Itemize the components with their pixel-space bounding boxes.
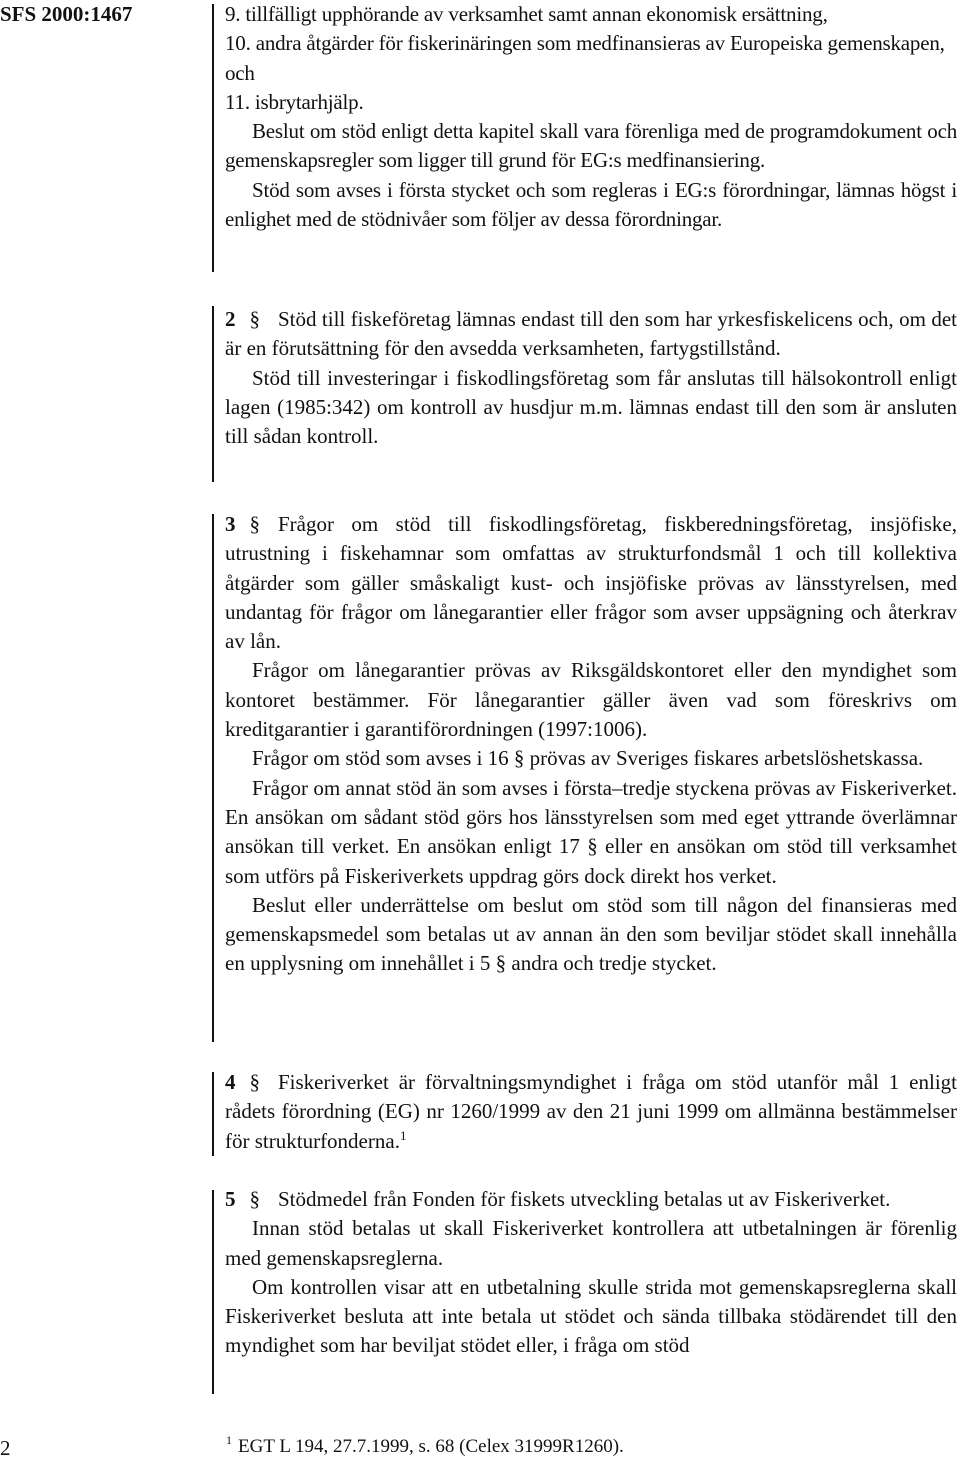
footnote-text: EGT L 194, 27.7.1999, s. 68 (Celex 31999R1260). xyxy=(238,1436,624,1457)
section-number: 2 xyxy=(225,307,236,331)
section-number: 5 xyxy=(225,1187,236,1211)
section-number: 3 xyxy=(225,512,236,536)
footnote-reference: 1 xyxy=(399,1127,407,1143)
paragraph: Frågor om lånegarantier prövas av Riksgäldskontoret eller den myndighet som kontoret bestämmer. För lånegarantier gäller även vad som föreskrivs om kreditgarantier i garantiförordningen (1997:1006). xyxy=(225,658,957,742)
sfs-number: SFS 2000:1467 xyxy=(0,2,133,26)
page-number: 2 xyxy=(0,1436,11,1460)
list-item-11: 11. isbrytarhjälp. xyxy=(225,89,364,114)
change-bar xyxy=(212,4,214,272)
paragraph-block-1 xyxy=(225,0,957,234)
list-item-9: 9. tillfälligt upphörande av verksamhet samt annan ekonomisk ersättning, xyxy=(225,2,828,26)
paragraph: Frågor om annat stöd än som avses i första–tredje styckena prövas av Fiskeriverket. En ansökan om sådant stöd görs hos länsstyrelsen som med eget yttrande överlämnar ansökan till verket. En ansökan enligt 17 § eller en ansökan om stöd till verksamhet som utförs på Fiskeriverkets uppdrag görs dock direkt hos verket. xyxy=(225,775,957,888)
paragraph: Innan stöd betalas ut skall Fiskeriverket kontrollera att utbetalningen är förenlig med gemenskapsreglerna. xyxy=(225,1216,957,1270)
section-number: 4 xyxy=(225,1070,236,1094)
section-sign: § xyxy=(249,512,260,536)
list-item-10: 10. andra åtgärder för fiskerinäringen som medfinansieras av Europeiska gemenskapen, och xyxy=(225,31,945,85)
paragraph: Frågor om stöd som avses i 16 § prövas av Sveriges fiskares arbetslöshetskassa. xyxy=(252,746,924,771)
section-5 xyxy=(225,1185,957,1361)
change-bar xyxy=(212,514,214,1042)
paragraph: Beslut eller underrättelse om beslut om stöd som till någon del finansieras med gemenskapsmedel som betalas ut av annan än den som beviljar stödet skall innehålla en upplysning om innehållet i 5 § andra och tredje stycket. xyxy=(225,892,957,976)
section-sign: § xyxy=(249,1187,260,1211)
change-bar xyxy=(212,306,214,482)
paragraph: Om kontrollen visar att en utbetalning skulle strida mot gemenskapsreglerna skall Fiskeriverket besluta att inte betala ut stödet och sända tillbaka stödärendet till den myndighet som har beviljat stödet eller, i fråga om stöd xyxy=(225,1274,957,1358)
section-3 xyxy=(225,510,957,979)
paragraph: Stödmedel från Fonden för fiskets utveckling betalas ut av Fiskeriverket. xyxy=(278,1187,891,1211)
footnote xyxy=(226,1433,624,1458)
paragraph: Beslut om stöd enligt detta kapitel skall vara förenliga med de programdokument och gemenskapsregler som ligger till grund för EG:s medfinansiering. xyxy=(225,119,957,173)
paragraph: Stöd till investeringar i fiskodlingsföretag som får anslutas till hälsokontroll enligt lagen (1985:342) om kontroll av husdjur m.m. lämnas endast till den som är ansluten till sådan kontroll. xyxy=(225,365,957,449)
change-bar xyxy=(212,1072,214,1156)
footnote-mark: 1 xyxy=(226,1433,232,1447)
change-bar xyxy=(212,1190,214,1394)
section-sign: § xyxy=(249,1070,260,1094)
section-2 xyxy=(225,305,957,451)
section-4 xyxy=(225,1068,957,1156)
paragraph: Fiskeriverket är förvaltningsmyndighet i fråga om stöd utanför mål 1 enligt rådets förordning (EG) nr 1260/1999 av den 21 juni 1999 om allmänna bestämmelser för strukturfonderna. xyxy=(225,1070,957,1153)
section-sign: § xyxy=(249,307,260,331)
paragraph: Frågor om stöd till fiskodlingsföretag, fiskberedningsföretag, insjöfiske, utrustning i fiskehamnar som omfattas av strukturfondsmål 1 och till kollektiva åtgärder som gäller småskaligt kust- och insjöfiske prövas av länsstyrelsen, med undantag för frågor om lånegarantier eller frågor som avser uppsägning och återkrav av lån. xyxy=(225,512,957,654)
paragraph: Stöd som avses i första stycket och som regleras i EG:s förordningar, lämnas högst i enlighet med de stödnivåer som följer av dessa förordningar. xyxy=(225,177,957,232)
paragraph: Stöd till fiskeföretag lämnas endast till den som har yrkesfiskelicens och, om det är en förutsättning för den avsedda verksamheten, fartygstillstånd. xyxy=(225,307,957,361)
